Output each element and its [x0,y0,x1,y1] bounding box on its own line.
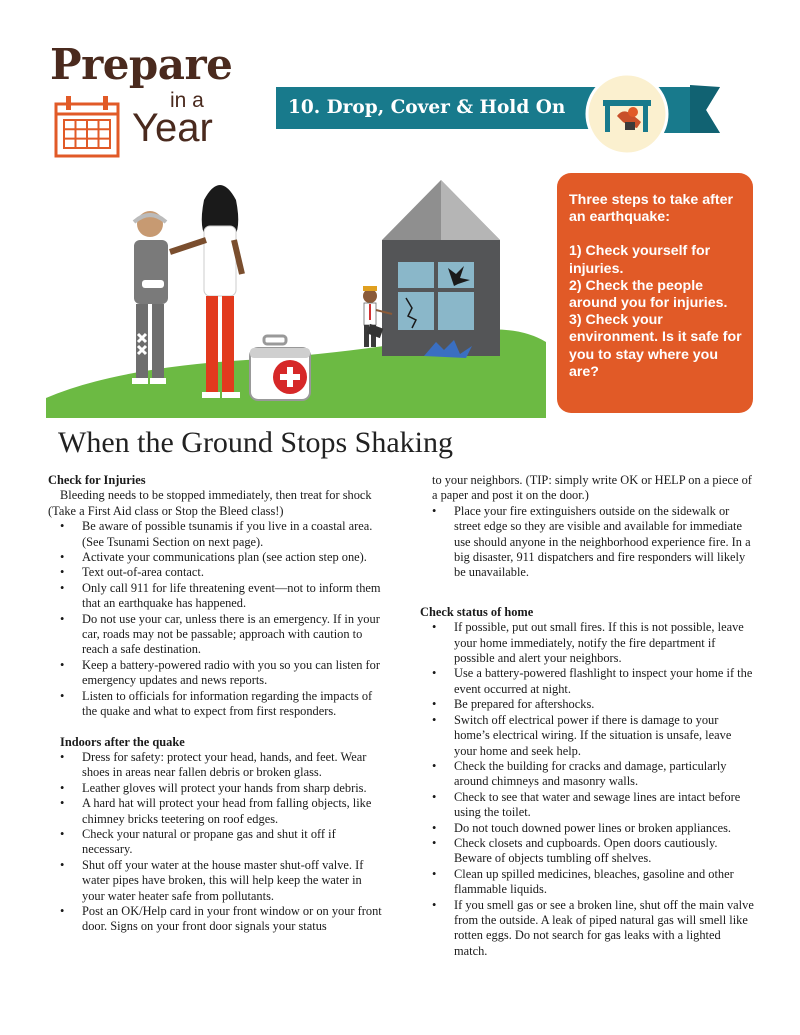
list-item: • Activate your communications plan (see action step one). [48,550,386,565]
list-item: • Keep a battery-powered radio with you so you can listen for emergency updates and news reports. [48,658,386,689]
list-item: • Check closets and cupboards. Open doors cautiously. Beware of objects tumbling off shelves. [420,836,756,867]
fire-extinguisher-list [420,504,756,581]
section-heading-injuries: Check for Injuries [48,473,146,487]
continuation-text: to your neighbors. (TIP: simply write OK or HELP on a piece of a paper and post it on the door.) [432,473,752,503]
list-item: • Switch off electrical power if there is damage to your home’s electrical wiring. If the situation is unsafe, leave your home and seek help. [420,713,756,759]
list-item: • Check the building for cracks and damage, particularly around chimneys and masonry walls. [420,759,756,790]
logo-word-year: Year [132,106,213,150]
list-item: • Do not touch downed power lines or broken appliances. [420,821,756,836]
callout-step-3: 3) Check your environment. Is it safe for you to stay where you are? [569,312,742,380]
injuries-list [48,519,386,719]
injuries-intro: Bleeding needs to be stopped immediately, then treat for shock (Take a First Aid class or Stop the Bleed class!) [48,488,372,518]
section-title: 10. Drop, Cover & Hold On [288,97,566,118]
list-item: • Leather gloves will protect your hands from sharp debris. [48,781,386,796]
prepare-in-a-year-logo [46,40,246,165]
logo-word-prepare: Prepare [50,40,233,89]
list-item: • If you smell gas or see a broken line, shut off the main valve from the outside. A leak of piped natural gas will smell like rotten eggs. Do not search for gas leaks with a lighted match. [420,898,756,960]
first-aid-kit-icon [250,336,310,400]
list-item: • Do not use your car, unless there is an emergency. If in your car, roads may not be passable; approach with caution to reach a safe destination. [48,612,386,658]
list-item: • Place your fire extinguishers outside on the sidewalk or street edge so they are visible and available for immediate use should anyone in the neighborhood experience fire. In a big disaster, 911 dispatchers and fire responders will likely be unavailable. [420,504,756,581]
list-item: • Be aware of possible tsunamis if you live in a coastal area. (See Tsunami Section on next page). [48,519,386,550]
list-item: • Check your natural or propane gas and shut it off if necessary. [48,827,386,858]
callout-step-1: 1) Check yourself for injuries. [569,243,711,277]
list-item: • If possible, put out small fires. If this is not possible, leave your home immediately, notify the fire department if possible and alert your neighbors. [420,620,756,666]
list-item: • Check to see that water and sewage lines are intact before using the toilet. [420,790,756,821]
list-item: • A hard hat will protect your head from falling objects, like chimney bricks teetering on roof edges. [48,796,386,827]
list-item: • Listen to officials for information regarding the impacts of the quake and what to expect from first responders. [48,689,386,720]
callout-box [557,173,753,413]
logo-word-in-a: in a [170,89,204,112]
list-item: • Be prepared for aftershocks. [420,697,756,712]
page-title: When the Ground Stops Shaking [58,426,453,459]
list-item: • Text out-of-area contact. [48,565,386,580]
indoors-list [48,750,386,935]
calendar-icon [52,90,122,160]
drop-cover-hold-icon [585,72,669,156]
list-item: • Shut off your water at the house master shut-off valve. If water pipes have broken, this will help keep the water in your water heater safe from pollutants. [48,858,386,904]
list-item: • Only call 911 for life threatening event—not to inform them that an earthquake has happened. [48,581,386,612]
list-item: • Dress for safety: protect your head, hands, and feet. Wear shoes in areas near fallen debris or broken glass. [48,750,386,781]
home-list [420,620,756,959]
left-column [48,473,386,935]
section-heading-home: Check status of home [420,604,534,619]
earthquake-aftermath-illustration [46,170,546,418]
list-item: • Post an OK/Help card in your front window or on your front door. Signs on your front door signals your status [48,904,386,935]
right-column [420,473,756,959]
list-item: • Clean up spilled medicines, bleaches, gasoline and other flammable liquids. [420,867,756,898]
callout-step-2: 2) Check the people around you for injuries. [569,277,728,312]
callout-heading: Three steps to take after an earthquake: [569,192,734,226]
section-heading-indoors: Indoors after the quake [60,734,185,749]
list-item: • Use a battery-powered flashlight to inspect your home if the event occurred at night. [420,666,756,697]
